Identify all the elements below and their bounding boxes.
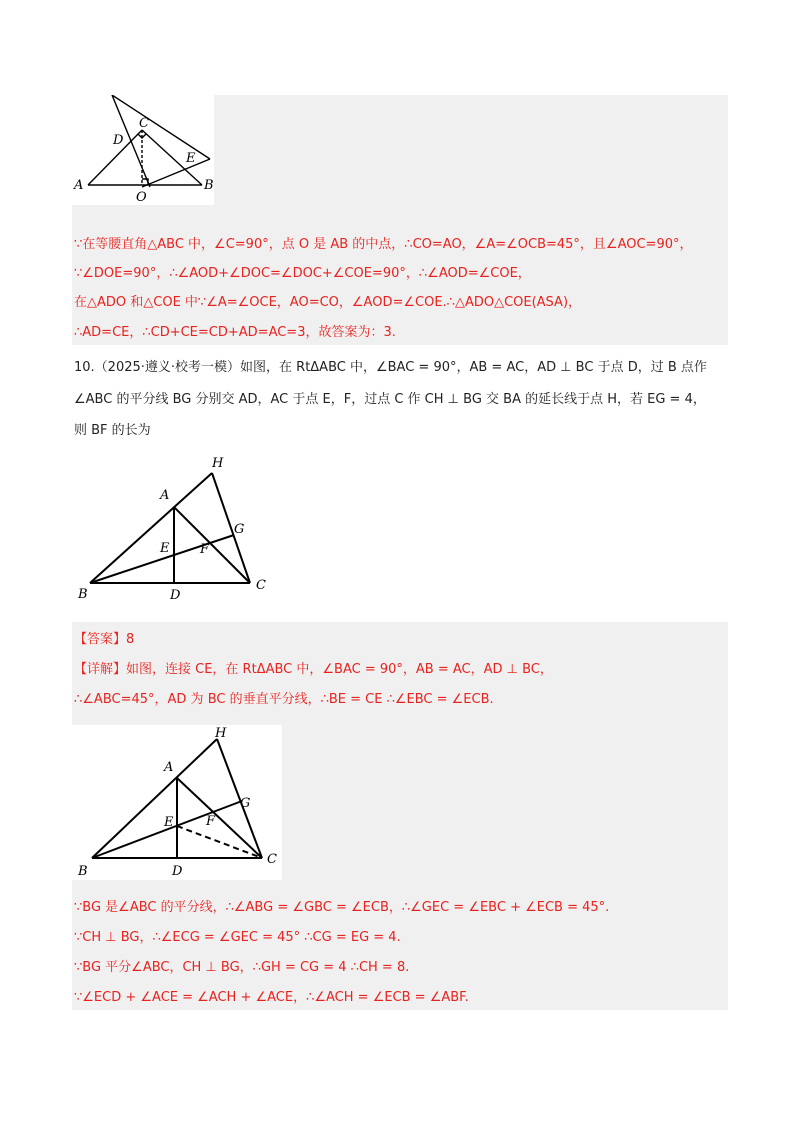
label-b: B [78,864,88,879]
detail-line-1: 【详解】如图，连接 CE，在 RtΔABC 中，∠BAC = 90°，AB = AC，AD ⊥ BC， [74,662,553,677]
label-b: B [204,178,214,193]
solution-9-line-4: ∴AD=CE，∴CD+CE=CD+AD=AC=3，故答案为：3. [74,325,396,340]
continuation-line-2: ∵CH ⊥ BG，∴∠ECG = ∠GEC = 45° ∴CG = EG = 4. [74,930,401,945]
problem-10-line-1: 10.（2025·遵义·校考一模）如图，在 RtΔABC 中，∠BAC = 90°，AB = AC，AD ⊥ BC 于点 D，过 B 点作 [74,360,707,375]
label-h: H [215,726,227,741]
solution-9-line-1: ∵在等腰直角△ABC 中，∠C=90°，点 O 是 AB 的中点，∴CO=AO，∠A=∠OCB=45°，且∠AOC=90°， [74,237,693,252]
figure-problem-10 [72,455,282,605]
problem-10-line-2: ∠ABC 的平分线 BG 分别交 AD，AC 于点 E，F，过点 C 作 CH ⊥ BG 交 BA 的延长线于点 H，若 EG = 4， [74,392,706,407]
continuation-line-4: ∵∠ECD + ∠ACE = ∠ACH + ∠ACE，∴∠ACH = ∠ECB = ∠ABF. [74,990,469,1005]
label-d: D [172,864,183,879]
figure-problem-9 [72,95,214,205]
label-f: F [200,542,210,557]
label-h: H [212,456,224,471]
label-e: E [164,815,174,830]
solution-9-line-2: ∵∠DOE=90°，∴∠AOD+∠DOC=∠DOC+∠COE=90°，∴∠AOD=∠COE， [74,266,531,281]
detail-line-2: ∴∠ABC=45°，AD 为 BC 的垂直平分线，∴BE = CE ∴∠EBC = ∠ECB. [74,692,494,707]
continuation-line-1: ∵BG 是∠ABC 的平分线，∴∠ABG = ∠GBC = ∠ECB，∴∠GEC = ∠EBC + ∠ECB = 45°. [74,900,610,915]
label-a: A [74,178,84,193]
label-b: B [78,587,88,602]
continuation-line-3: ∵BG 平分∠ABC，CH ⊥ BG，∴GH = CG = 4 ∴CH = 8. [74,960,410,975]
label-c: C [139,116,149,131]
label-a: A [164,760,174,775]
label-d: D [113,133,124,148]
label-a: A [160,488,170,503]
figure-answer-10 [72,725,282,880]
label-o: O [136,190,147,205]
segment-ac [174,507,250,583]
label-g: G [234,522,245,537]
solution-9-line-3: 在△ADO 和△COE 中∵∠A=∠OCE，AO=CO，∠AOD=∠COE.∴△ADO△COE(ASA)， [74,295,582,310]
label-c: C [256,578,266,593]
problem-10-line-3: 则 BF 的长为 [74,423,151,438]
label-c: C [267,852,277,867]
answer-line: 【答案】8 [74,632,135,647]
label-g: G [240,796,251,811]
label-e: E [160,541,170,556]
label-f: F [206,814,216,829]
label-e: E [186,151,196,166]
label-d: D [170,588,181,603]
